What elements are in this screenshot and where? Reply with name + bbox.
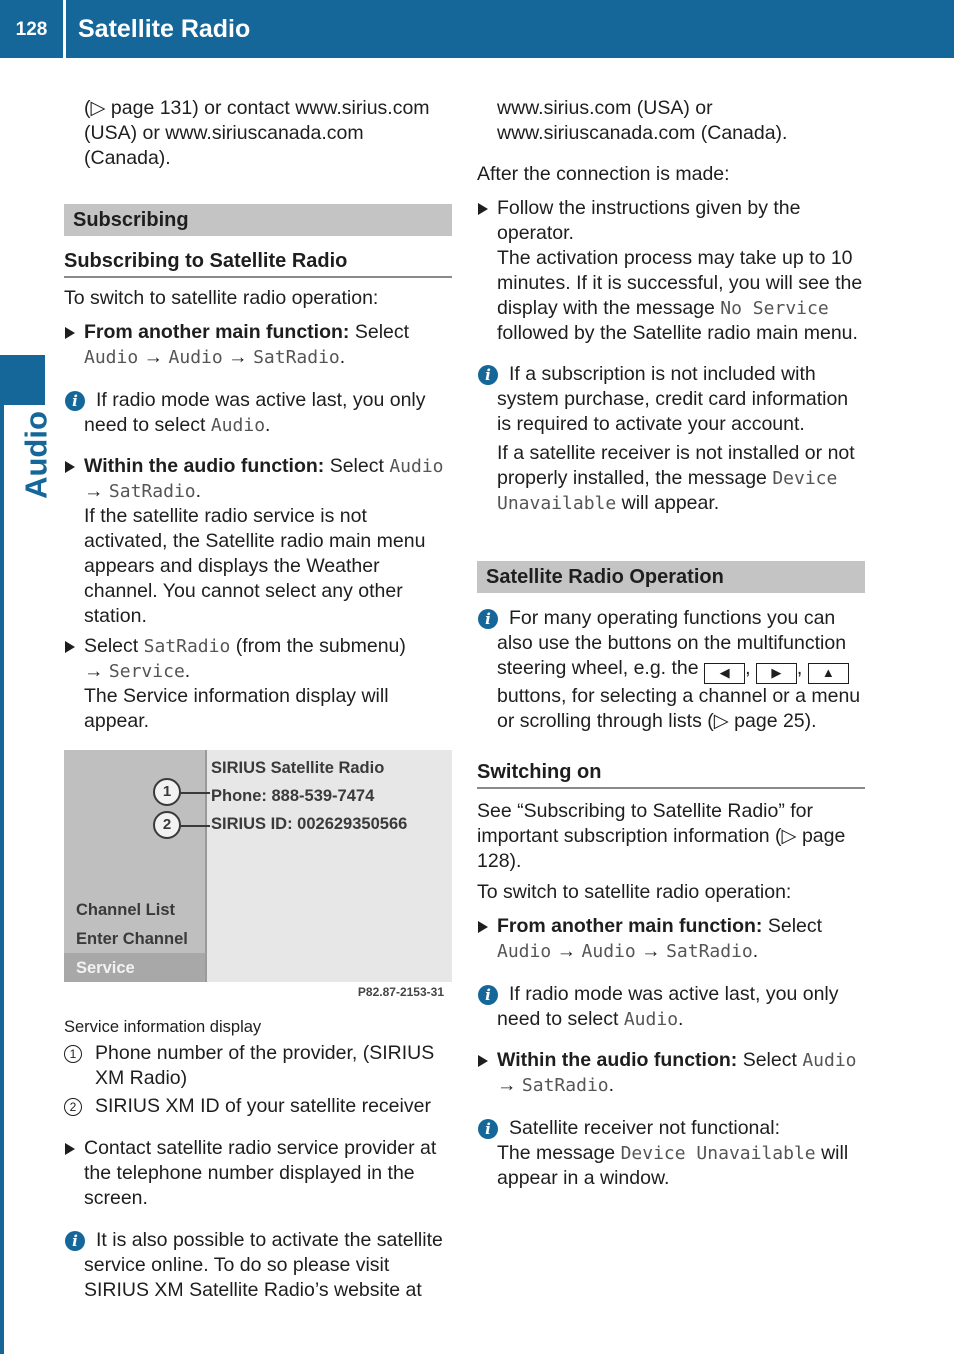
screen-menu-item: Enter Channel <box>76 930 188 948</box>
right-button-icon: ▶ <box>756 663 797 684</box>
info-note: i If radio mode was active last, you only need to select Audio. <box>64 388 452 438</box>
header-divider <box>63 0 66 58</box>
step-label: From another main function: <box>84 321 350 343</box>
callout-line <box>180 825 210 827</box>
section-heading-satellite-radio-operation: Satellite Radio Operation <box>477 561 865 593</box>
continued-text: www.sirius.com (USA) or www.siriuscanada.com (Canada). <box>497 97 788 144</box>
left-column <box>64 96 452 1303</box>
menu-path: Audio <box>84 347 139 368</box>
step-arrow-icon <box>478 203 488 215</box>
step-arrow-icon <box>65 461 75 473</box>
screen-divider <box>205 750 207 982</box>
chapter-tab <box>0 355 45 405</box>
step-detail: followed by the Satellite radio main menu. <box>497 322 858 344</box>
figure-caption: Service information display <box>64 1018 262 1036</box>
menu-path: Audio <box>210 415 266 436</box>
legend-text: Phone number of the provider, (SIRIUS XM Radio) <box>95 1042 435 1089</box>
info-text: If a satellite receiver is not installed or not properly installed, the message <box>497 442 855 489</box>
chapter-bar <box>0 405 4 1354</box>
info-text: It is also possible to activate the satellite service online. To do so please visit SIRIUS XM Satellite Radio’s website at <box>84 1229 443 1301</box>
info-text: will appear in a window. <box>497 1142 849 1189</box>
menu-path: Service <box>108 661 185 682</box>
screen-menu-item: Channel List <box>76 901 176 919</box>
step-arrow-icon <box>65 327 75 339</box>
info-icon: i <box>65 391 85 411</box>
info-text: will appear. <box>621 492 720 514</box>
subheading-switching-on: Switching on <box>477 760 865 789</box>
step-arrow-icon <box>65 1143 75 1155</box>
callout-line <box>180 792 210 794</box>
screen-provider-name: SIRIUS Satellite Radio <box>211 759 385 777</box>
menu-path: SatRadio <box>143 636 231 657</box>
right-column <box>477 96 865 1191</box>
info-text: buttons, for selecting a channel or a menu or scrolling through lists (▷ page 25). <box>497 685 861 732</box>
info-text-para <box>497 441 865 516</box>
info-note <box>477 1116 865 1191</box>
figure-code: P82.87-2153-31 <box>357 985 444 999</box>
step-detail: If the satellite radio service is not activated, the Satellite radio main menu appears and displays the Weather channel. You cannot select any other station. <box>84 505 426 627</box>
legend-item <box>64 1094 452 1119</box>
step-item: Within the audio function: Select Audio → SatRadio. If the satellite radio service is not activated, the Satellite radio main menu appears and displays the Weather channel. You cannot select any other station. <box>64 454 452 629</box>
menu-path: Audio <box>389 456 444 477</box>
info-note: i If radio mode was active last, you only need to select Audio. <box>477 982 865 1032</box>
step-text: Select <box>742 1049 797 1071</box>
menu-path: Audio <box>497 941 552 962</box>
legend-number: 1 <box>64 1045 82 1063</box>
step-label: Within the audio function: <box>497 1049 738 1071</box>
menu-path: SatRadio <box>666 941 753 962</box>
section-heading-subscribing: Subscribing <box>64 204 452 236</box>
step-detail: The activation process may take up to 10 minutes. If it is successful, you will see the display with the message <box>497 247 863 319</box>
menu-path: SatRadio <box>521 1075 609 1096</box>
info-text: If radio mode was active last, you only need to select <box>84 389 426 436</box>
info-text: If radio mode was active last, you only need to select <box>497 983 839 1030</box>
menu-path: Audio <box>802 1050 857 1071</box>
step-arrow-icon <box>478 1055 488 1067</box>
screen-menu-item-selected: Service <box>76 959 135 977</box>
info-icon: i <box>478 985 498 1005</box>
intro-text: (▷ page 131) or contact www.sirius.com (USA) or www.siriuscanada.com (Canada). <box>84 97 430 169</box>
step-item <box>64 1136 452 1211</box>
display-message: No Service <box>720 298 829 319</box>
callout-2: 2 <box>153 811 181 839</box>
step-text: Select <box>329 455 384 477</box>
info-text: The message <box>497 1142 616 1164</box>
info-text: For many operating functions you can also use the buttons on the multifunction steering wheel, e.g. the <box>497 607 847 679</box>
step-item <box>477 196 865 346</box>
menu-path: Audio <box>581 941 636 962</box>
subheading-subscribing-to-satellite-radio: Subscribing to Satellite Radio <box>64 249 452 278</box>
step-text: Select <box>354 321 410 343</box>
menu-path: Audio <box>168 347 223 368</box>
step-item: From another main function: Select Audio → Audio → SatRadio. <box>477 914 865 964</box>
page-number: 128 <box>15 18 48 40</box>
see-reference-text: See “Subscribing to Satellite Radio” for important subscription information (▷ page 128). <box>477 800 846 872</box>
step-label: From another main function: <box>497 915 763 937</box>
step-text: Select <box>84 635 139 657</box>
step-item: Select SatRadio (from the submenu) → Service. The Service information display will appear. <box>64 634 452 734</box>
info-note <box>477 362 865 516</box>
display-message: Device Unavailable <box>497 468 838 514</box>
page-title: Satellite Radio <box>78 15 251 43</box>
up-button-icon: ▲ <box>808 663 849 684</box>
info-icon: i <box>478 365 498 385</box>
page-header <box>0 0 954 58</box>
step-arrow-icon <box>478 921 488 933</box>
info-icon: i <box>65 1231 85 1251</box>
instruction-text: To switch to satellite radio operation: <box>64 287 379 309</box>
step-text: (from the submenu) <box>235 635 406 657</box>
service-screen-figure <box>64 750 452 1002</box>
info-icon: i <box>478 1119 498 1139</box>
step-detail: The Service information display will appear. <box>84 685 389 732</box>
menu-path: Audio <box>623 1009 679 1030</box>
screen-phone: Phone: 888-539-7474 <box>211 787 375 805</box>
screen-sirius-id: SIRIUS ID: 002629350566 <box>211 815 408 833</box>
legend-item <box>64 1041 452 1091</box>
callout-1: 1 <box>153 778 181 806</box>
legend-number: 2 <box>64 1098 82 1116</box>
step-text: Contact satellite radio service provider at the telephone number displayed in the screen. <box>84 1137 437 1209</box>
menu-path: SatRadio <box>253 347 340 368</box>
screen-image <box>64 750 452 982</box>
display-message: Device Unavailable <box>620 1143 816 1164</box>
step-label: Within the audio function: <box>84 455 325 477</box>
instruction-text: To switch to satellite radio operation: <box>477 881 792 903</box>
step-text: Select <box>767 915 823 937</box>
step-arrow-icon <box>65 641 75 653</box>
info-note: i For many operating functions you can also use the buttons on the multifunction steering wheel, e.g. the ◀ , ▶ , ▲ buttons, for selecting a channel or a menu or scrolling through lists (▷ page 25). <box>477 606 865 734</box>
legend-text: SIRIUS XM ID of your satellite receiver <box>95 1095 431 1117</box>
step-item: From another main function: Select Audio → Audio → SatRadio. <box>64 320 452 370</box>
left-button-icon: ◀ <box>704 663 745 684</box>
info-text: Satellite receiver not functional: <box>509 1117 780 1139</box>
menu-path: SatRadio <box>108 481 196 502</box>
chapter-label: Audio <box>18 411 54 499</box>
info-note <box>64 1228 452 1303</box>
instruction-text: After the connection is made: <box>477 163 730 185</box>
info-icon: i <box>478 609 498 629</box>
info-text: If a subscription is not included with system purchase, credit card information is required to activate your account. <box>497 363 849 435</box>
step-text: Follow the instructions given by the operator. <box>497 197 801 244</box>
step-item: Within the audio function: Select Audio → SatRadio. <box>477 1048 865 1098</box>
